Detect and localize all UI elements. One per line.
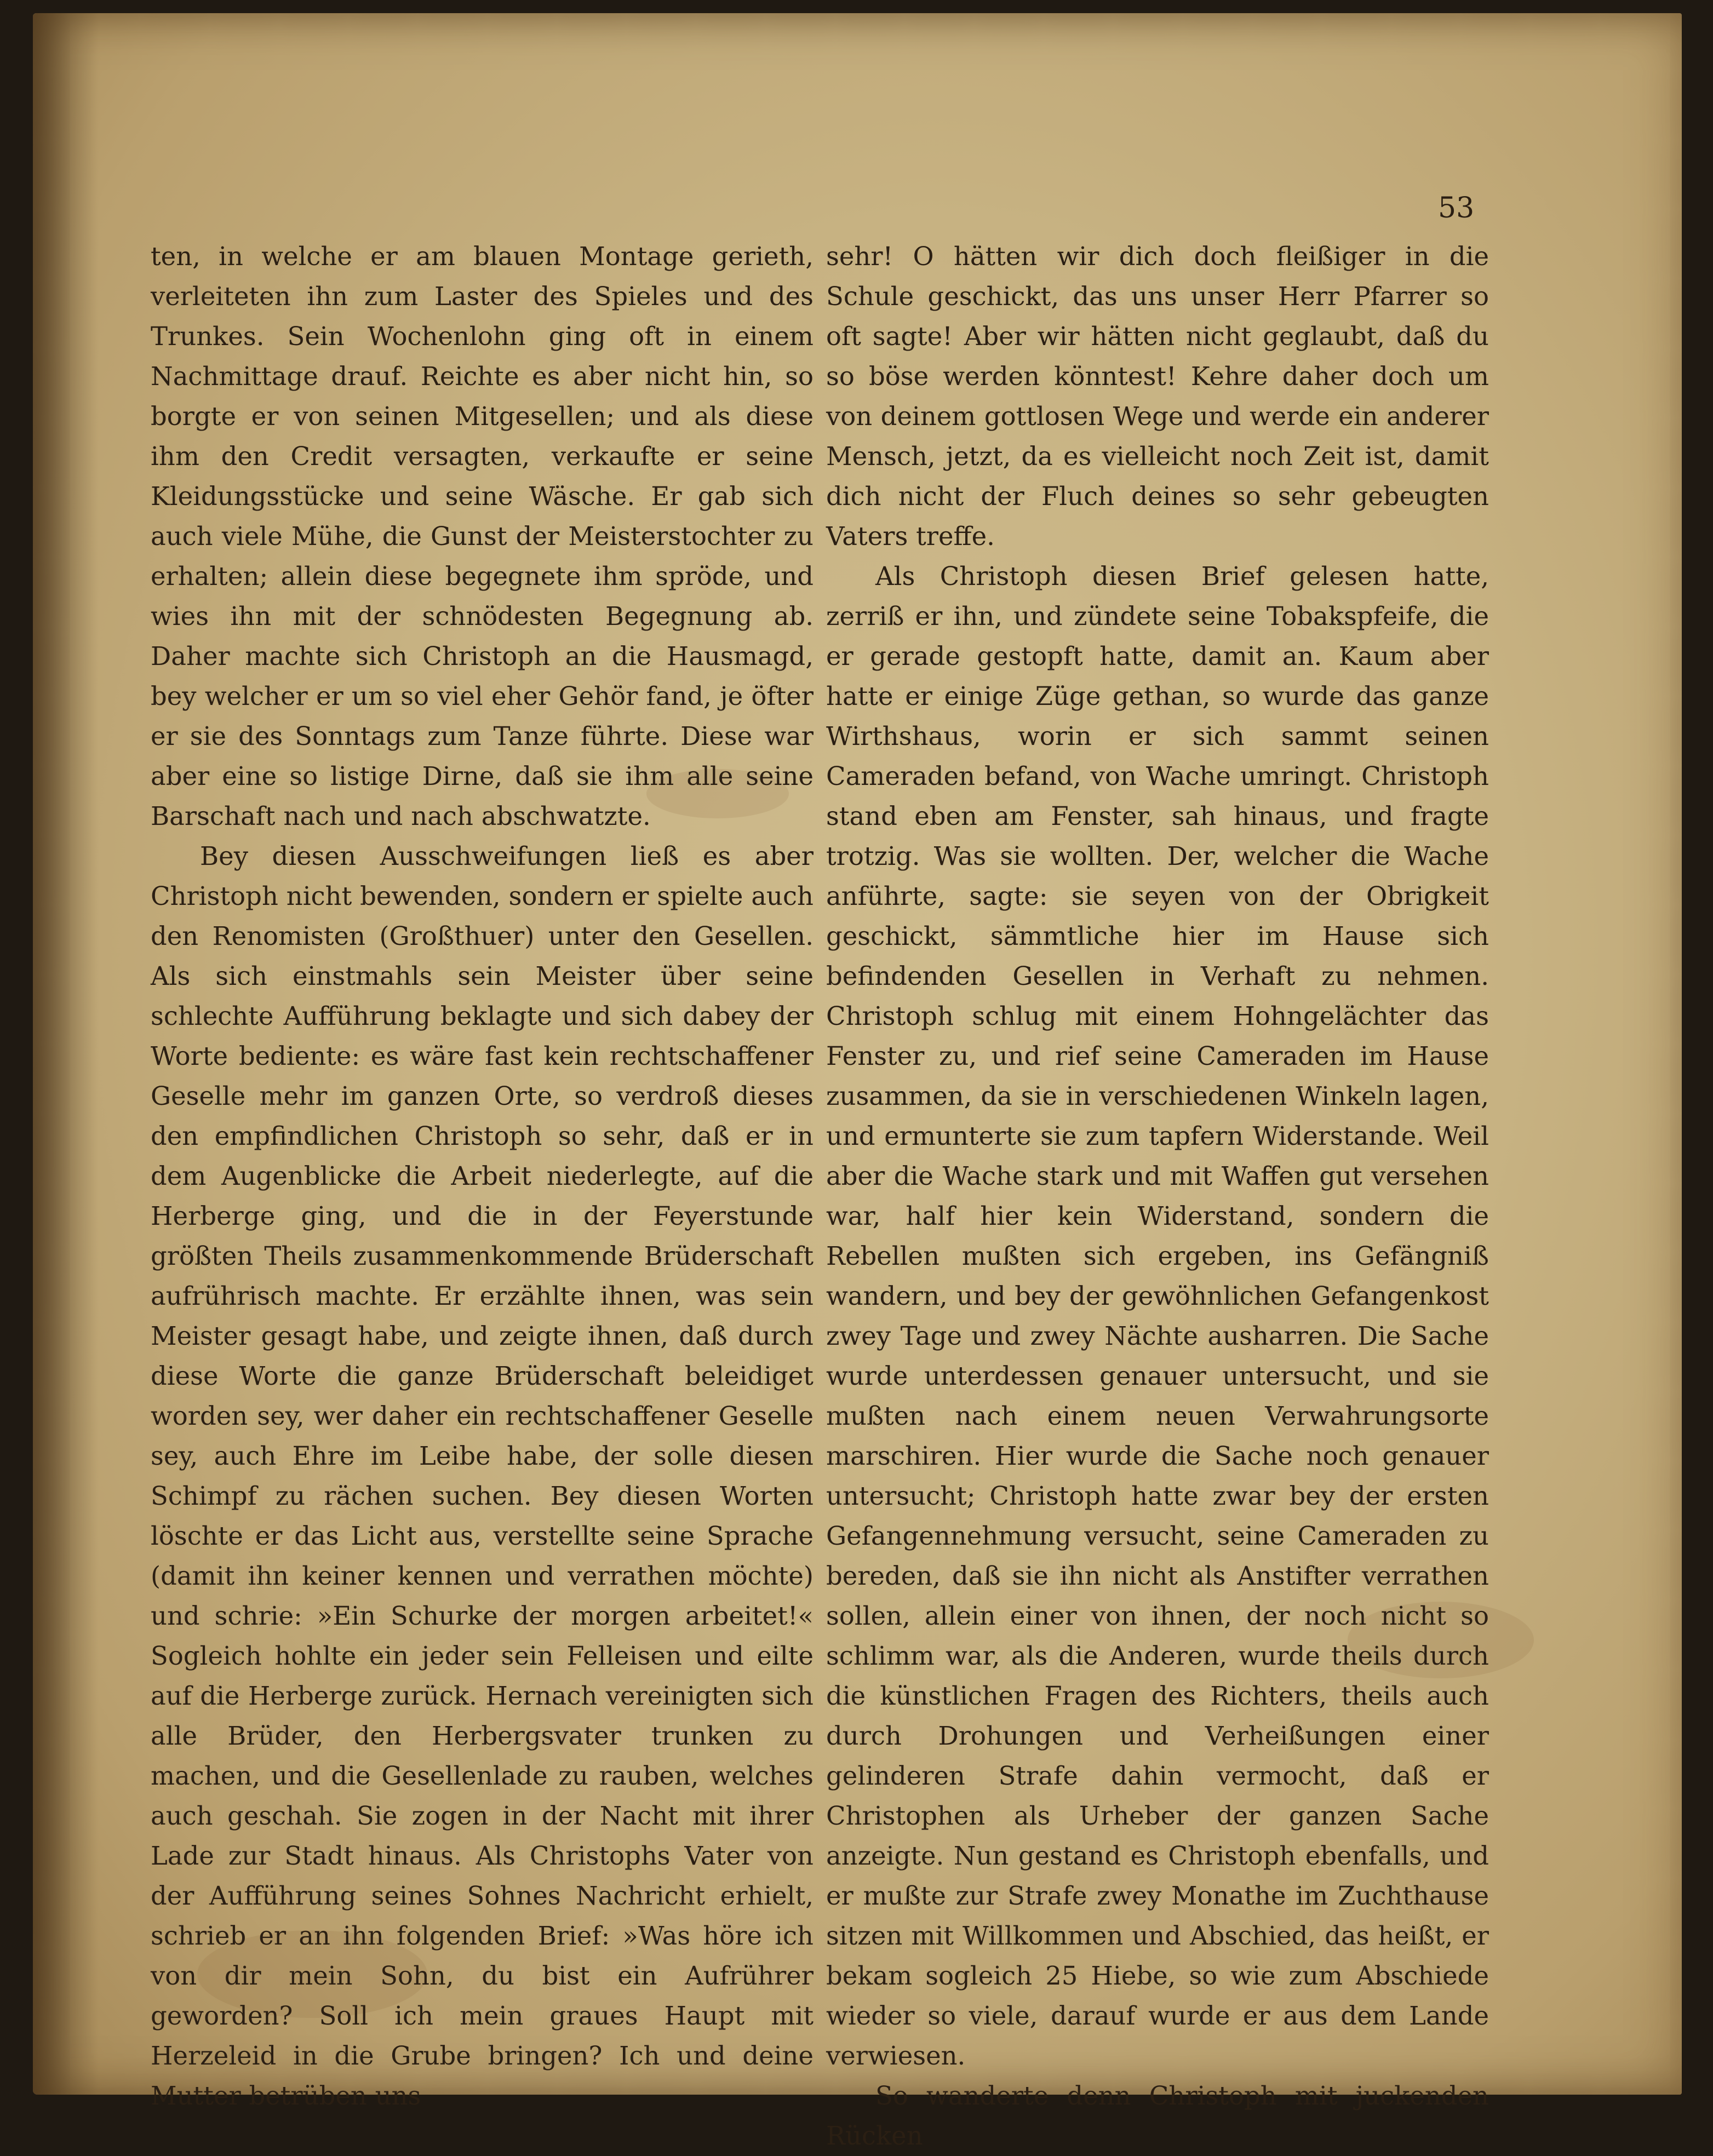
paragraph: ten, in welche er am blauen Montage gerieth, verleiteten ihn zum Laster des Spieles und des Trunkes. Sein Wochenlohn ging oft in einem Nachmittage drauf. Reichte es aber nicht hin, so borgte er von seinen Mitgesellen; und als diese ihm den Credit versagten, verkaufte er seine Kleidungsstücke und seine Wäsche. Er gab sich auch viele Mühe, die Gunst der Meisterstochter zu erhalten; allein diese begegnete ihm spröde, und wies ihn mit der schnödesten Begegnung ab. Daher machte sich Christoph an die Hausmagd, bey welcher er um so viel eher Gehör fand, je öfter er sie des Sonntags zum Tanze führte. Diese war aber eine so listige Dirne, daß sie ihm alle seine Barschaft nach und nach abschwatzte. <box>151 242 813 831</box>
paragraph: Bey diesen Ausschweifungen ließ es aber Christoph nicht bewenden, sondern er spielte auch den Renomisten (Großthuer) unter den Gesellen. Als sich einstmahls sein Meister über seine schlechte Aufführung beklagte und sich dabey der Worte bediente: es wäre fast kein rechtschaffener Geselle mehr im ganzen Orte, so verdroß dieses den empfindlichen Christoph so sehr, daß er in dem Augenblicke die Arbeit niederlegte, auf die Herberge ging, und die in der Feyerstunde größten Theils zusammenkommende Brüderschaft aufrührisch machte. Er erzählte ihnen, was sein Meister gesagt habe, und zeigte ihnen, daß durch diese Worte die ganze Brüderschaft beleidiget worden sey, wer daher ein rechtschaffener Geselle sey, auch Ehre im Leibe habe, der solle diesen Schimpf zu rächen suchen. Bey diesen Worten löschte er das Licht aus, verstellte seine Sprache (damit ihn keiner kennen und verrathen möchte) und schrie: »Ein Schurke der morgen arbeitet!« Sogleich hohlte ein jeder sein Felleisen und eilte auf die Herberge zurück. Hernach vereinigten sich alle Brüder, den Herbergsvater trunken zu machen, und die Gesellenlade zu rauben, welches auch geschah. Sie zogen in der Nacht mit ihrer Lade zur Stadt hinaus. Als Christophs Vater von der Aufführung seines Sohnes Nachricht erhielt, schrieb er an ihn folgenden Brief: »Was höre ich von dir mein Sohn, du bist ein Aufrührer geworden? Soll ich mein graues Haupt mit Herzeleid in die Grube bringen? Ich und deine Mutter betrüben uns <box>151 841 813 2111</box>
paragraph: Als Christoph diesen Brief gelesen hatte, zerriß er ihn, und zündete seine Tobakspfeife, die er gerade gestopft hatte, damit an. Kaum aber hatte er einige Züge gethan, so wurde das ganze Wirthshaus, worin er sich sammt seinen Cameraden befand, von Wache umringt. Christoph stand eben am Fenster, sah hinaus, und fragte trotzig. Was sie wollten. Der, welcher die Wache anführte, sagte: sie seyen von der Obrigkeit geschickt, sämmtliche hier im Hause sich befindenden Gesellen in Verhaft zu nehmen. Christoph schlug mit einem Hohngelächter das Fenster zu, und rief seine Cameraden im Hause zusammen, da sie in verschiedenen Winkeln lagen, und ermunterte sie zum tapfern Widerstande. Weil aber die Wache stark und mit Waffen gut versehen war, half hier kein Widerstand, sondern die Rebellen mußten sich ergeben, ins Gefängniß wandern, und bey der gewöhnlichen Gefangenkost zwey Tage und zwey Nächte ausharren. Die Sache wurde unterdessen genauer untersucht, und sie mußten nach einem neuen Verwahrungsorte marschiren. Hier wurde die Sache noch genauer untersucht; Christoph hatte zwar bey der ersten Gefangennehmung versucht, seine Cameraden zu bereden, daß sie ihn nicht als Anstifter verrathen sollen, allein einer von ihnen, der noch nicht so schlimm war, als die Anderen, wurde theils durch die künstlichen Fragen des Richters, theils auch durch Drohungen und Verheißungen einer gelinderen Strafe dahin vermocht, daß er Christophen als Urheber der ganzen Sache anzeigte. Nun gestand es Christoph ebenfalls, und er mußte zur Strafe zwey Monathe im Zuchthause sitzen mit Willkommen und Abschied, das heißt, er bekam sogleich 25 Hiebe, so wie zum Abschiede wieder so viele, darauf wurde er aus dem Lande verwiesen. <box>826 561 1489 2071</box>
binding-shadow <box>33 13 99 2095</box>
paragraph: So wanderte denn Christoph mit juckenden Rücken <box>826 2081 1489 2151</box>
paragraph: sehr! O hätten wir dich doch fleißiger in die Schule geschickt, das uns unser Herr Pfarrer so oft sagte! Aber wir hätten nicht geglaubt, daß du so böse werden könntest! Kehre daher doch um von deinem gottlosen Wege und werde ein anderer Mensch, jetzt, da es vielleicht noch Zeit ist, damit dich nicht der Fluch deines so sehr gebeugten Vaters treffe. <box>826 242 1489 551</box>
page-number: 53 <box>1438 192 1475 225</box>
right-text-column <box>826 237 1489 2156</box>
left-text-column <box>151 237 813 2116</box>
